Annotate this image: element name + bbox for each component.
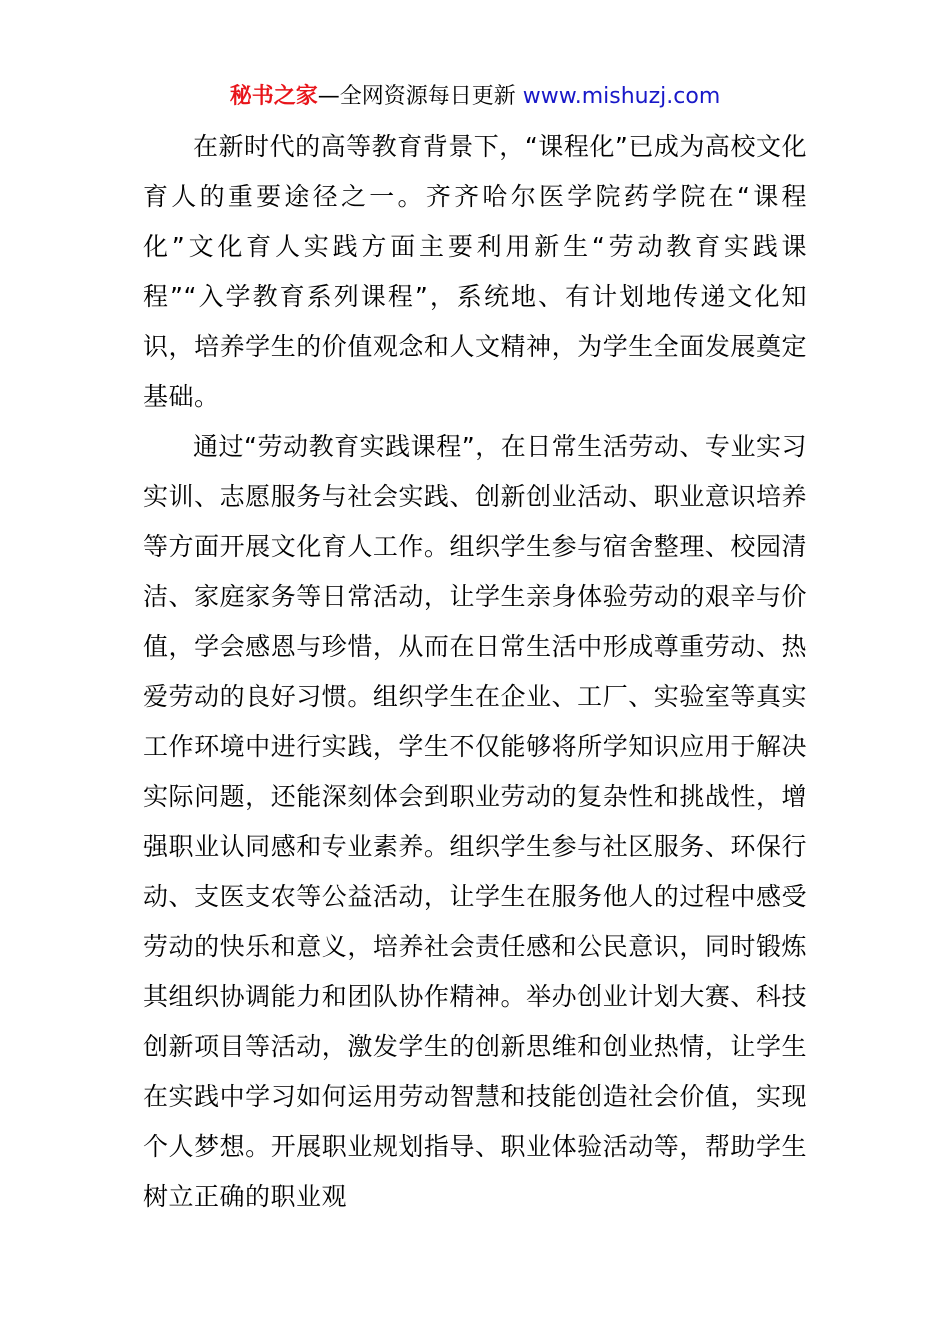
site-brand: 秘书之家 xyxy=(229,84,318,109)
paragraph-intro: 在新时代的高等教育背景下，“课程化”已成为高校文化育人的重要途径之一。齐齐哈尔医学院药学院在“课程化”文化育人实践方面主要利用新生“劳动教育实践课程”“入学教育系列课程”，系统地、有计划地传递文化知识，培养学生的价值观念和人文精神，为学生全面发展奠定基础。 xyxy=(143,132,807,411)
site-tagline: —全网资源每日更新 xyxy=(317,84,523,109)
site-header xyxy=(0,80,950,114)
article-body xyxy=(143,122,807,1222)
paragraph-labor-education: 通过“劳动教育实践课程”，在日常生活劳动、专业实习实训、志愿服务与社会实践、创新创业活动、职业意识培养等方面开展文化育人工作。组织学生参与宿舍整理、校园清洁、家庭家务等日常活动，让学生亲身体验劳动的艰辛与价值，学会感恩与珍惜，从而在日常生活中形成尊重劳动、热爱劳动的良好习惯。组织学生在企业、工厂、实验室等真实工作环境中进行实践，学生不仅能够将所学知识应用于解决实际问题，还能深刻体会到职业劳动的复杂性和挑战性，增强职业认同感和专业素养。组织学生参与社区服务、环保行动、支医支农等公益活动，让学生在服务他人的过程中感受劳动的快乐和意义，培养社会责任感和公民意识，同时锻炼其组织协调能力和团队协作精神。举办创业计划大赛、科技创新项目等活动，激发学生的创新思维和创业热情，让学生在实践中学习如何运用劳动智慧和技能创造社会价值，实现个人梦想。开展职业规划指导、职业体验活动等，帮助学生树立正确的职业观 xyxy=(143,432,807,1211)
site-url-link[interactable]: www.mishuzj.com xyxy=(522,84,721,109)
